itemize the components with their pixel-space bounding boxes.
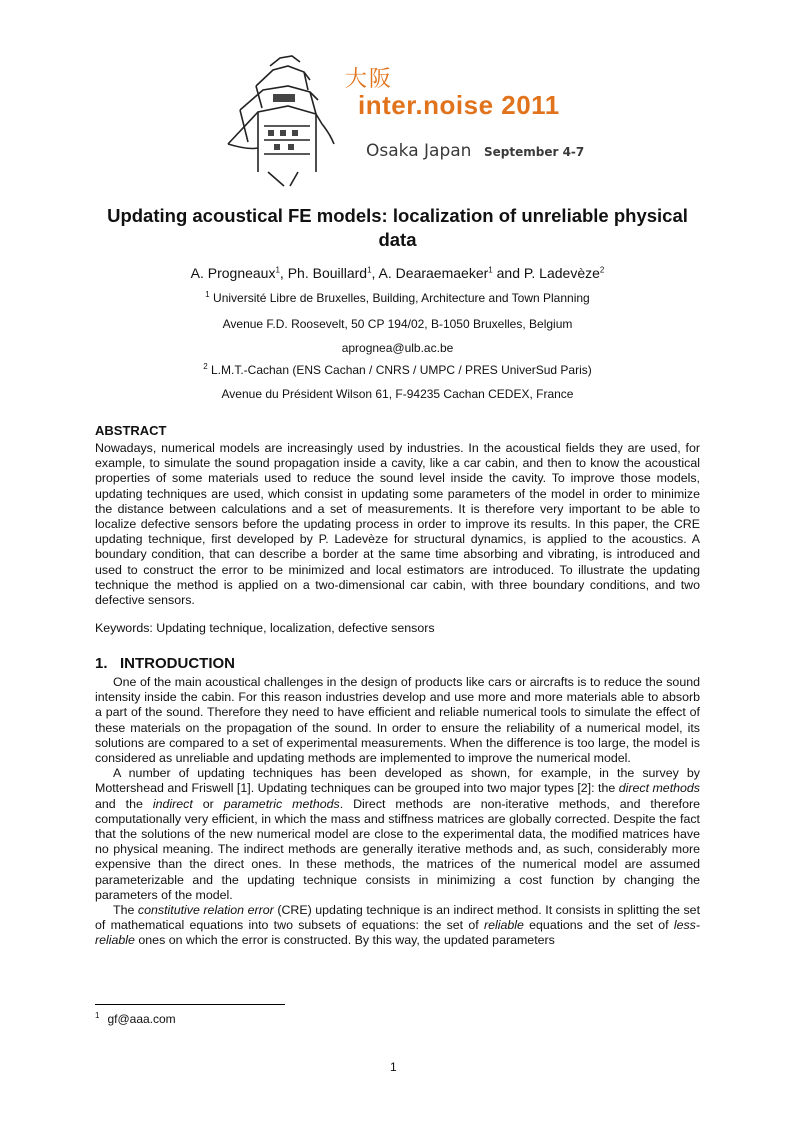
emphasis: parametric methods	[223, 796, 340, 811]
affiliation-marker: 2	[599, 265, 605, 275]
section-number: 1.	[95, 655, 108, 672]
affiliation-marker: 2	[203, 362, 208, 371]
affiliation-text: Université Libre de Bruxelles, Building, Architecture and Town Planning	[209, 291, 590, 305]
footnote-text: gf@aaa.com	[107, 1012, 176, 1026]
emphasis: constitutive relation error	[137, 903, 274, 918]
logo-dates: September 4-7	[484, 145, 585, 159]
author-name: , A. Dearaemaeker	[371, 265, 489, 281]
author-list	[95, 265, 700, 281]
contact-email: aprognea@ulb.ac.be	[341, 341, 454, 355]
abstract-text: Nowadays, numerical models are increasingly used by industries. In the acoustical fields they are used, for example, to simulate the sound propagation inside a cavity, like a car cabin, and then to know the acoustical properties of some materials used to reduce the sound level inside the cavity. To improve those models, updating techniques are used, which consist in updating some parameters of the model in order to minimize the distance between calculations and a set of measurements. It is therefore very important to be able to localize defective sensors before the updating process in order to improve its results. In this paper, the CRE updating technique, first developed by P. Ladevèze for structural dynamics, is applied to the acoustics. A boundary condition, that can describe a border at the same time absorbing and vibrating, is introduced and used to construct the error to be minimized and local estimators are introduced. To illustrate the updating technique the method is applied on a two-dimensional car cabin, with three boundary conditions, and two defective sensors.	[95, 441, 700, 608]
affiliation-marker: 1	[367, 265, 372, 275]
logo-conference-name: inter.noise 2011	[358, 90, 560, 120]
author-name: , Ph. Bouillard	[279, 265, 368, 281]
affiliation-1-address: Avenue F.D. Roosevelt, 50 CP 194/02, B-1050 Bruxelles, Belgium	[222, 317, 573, 331]
emphasis: direct methods	[618, 781, 701, 796]
emphasis: less-reliable	[95, 918, 701, 948]
paper-title: Updating acoustical FE models: localization of unreliable physical data	[107, 205, 688, 250]
page-number: 1	[390, 1060, 397, 1074]
section-title: INTRODUCTION	[120, 655, 235, 672]
affiliation-text: L.M.T.-Cachan (ENS Cachan / CNRS / UMPC / PRES UniverSud Paris)	[207, 363, 592, 377]
abstract-heading: ABSTRACT	[95, 423, 167, 438]
keywords: Keywords: Updating technique, localization, defective sensors	[95, 621, 435, 635]
logo-city: Osaka Japan	[366, 141, 472, 161]
paragraph: One of the main acoustical challenges in the design of products like cars or aircrafts is to reduce the sound intensity inside the cabin. For this reason industries develop and use more and more materials able to absorb a part of the sound. Therefore they need to have efficient and reliable numerical tools to simulate the effect of these materials on the propagation of the sound. In order to ensure the reliability of a numerical model, its solutions are compared to a set of experimental measurements. When the difference is too large, the model is considered as unreliable and updating methods are implemented to improve the numerical model.	[95, 675, 700, 766]
paragraph: A number of updating techniques has been developed as shown, for example, in the survey by Mottershead and Friswell [1]. Updating techniques can be grouped into two major types [2]: the direct methods and the indirect or parametric methods. Direct methods are non-iterative methods, and therefore computationally very efficient, in which the mass and stiffness matrices are globally corrected. Despite the fact that the solutions of the new numerical model are close to the experimental data, the modified matrices have no physical meaning. The indirect methods are generally iterative methods and, as such, considerably more expensive than the direct ones. In these methods, the matrices of the numerical model are assumed parameterizable and the updating technique consists in minimizing a cost function by changing the parameters of the model.	[95, 766, 701, 902]
affiliation-marker: 1	[275, 265, 280, 275]
section-body	[95, 675, 700, 949]
author-name: and P. Ladevèze	[492, 265, 600, 281]
author-name: A. Progneaux	[190, 265, 276, 281]
affiliation-2-address: Avenue du Président Wilson 61, F-94235 Cachan CEDEX, France	[221, 387, 574, 401]
footnote-marker: 1	[95, 1011, 100, 1020]
affiliation-1	[95, 291, 700, 305]
logo-kanji: 大阪	[345, 67, 394, 92]
emphasis: reliable	[483, 918, 524, 933]
paragraph: The constitutive relation error (CRE) updating technique is an indirect method. It consists in splitting the set of mathematical equations into two subsets of equations: the set of reliable equations and the set of less-reliable ones on which the error is constructed. By this way, the updated parameters	[95, 903, 701, 948]
inter-noise-castle-logo	[218, 52, 588, 192]
emphasis: indirect	[152, 796, 193, 811]
affiliation-marker: 1	[205, 290, 210, 299]
footnote-divider	[95, 1004, 285, 1005]
footnote	[95, 1012, 176, 1026]
affiliation-2	[95, 363, 700, 377]
section-heading	[95, 655, 235, 672]
affiliation-marker: 1	[488, 265, 493, 275]
